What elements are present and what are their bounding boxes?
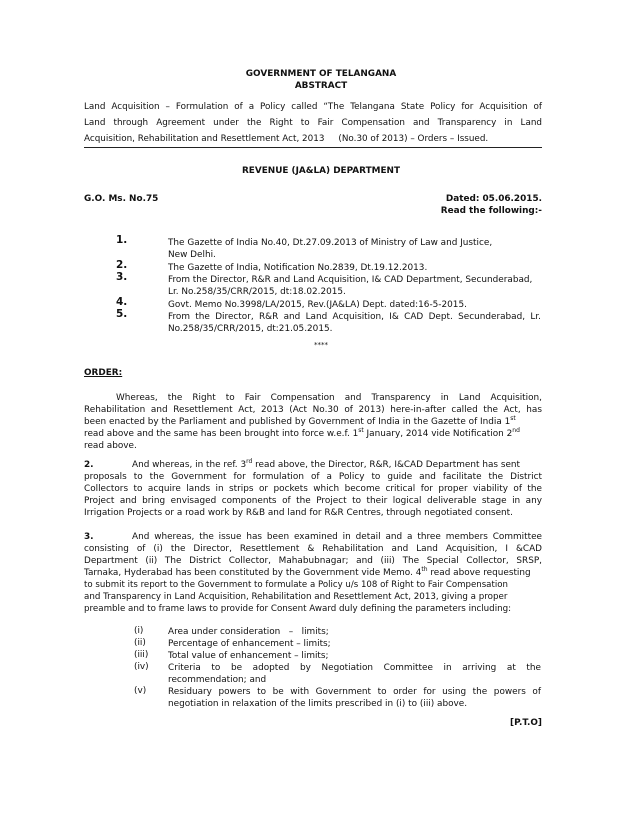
reference-text: From the Director, R&R and Land Acquisition, I& CAD Dept. Secunderabad, Lr. xyxy=(168,312,541,322)
reference-number: 3. xyxy=(116,271,128,283)
parameter-number: (v) xyxy=(134,686,147,696)
read-following: Read the following:- xyxy=(440,206,542,216)
parameter-number: (iii) xyxy=(134,650,149,660)
para2-line: proposals to the Government for formulation of a Policy to guide and facilitate the District xyxy=(84,472,542,482)
para3-line: to submit its report to the Government to formulate a Policy u/s 108 of Right to Fair Compensation xyxy=(84,580,508,590)
subject-line-1: Land Acquisition – Formulation of a Policy called “The Telangana State Policy for Acquisition of xyxy=(84,102,542,112)
parameter-text: Residuary powers to be with Government to order for using the powers of xyxy=(168,687,541,697)
department-heading: REVENUE (JA&LA) DEPARTMENT xyxy=(241,166,401,176)
para3-line: preamble and to frame laws to provide for Consent Award duly defining the parameters including: xyxy=(84,604,512,614)
para3-line: consisting of (i) the Director, Resettlement & Rehabilitation and Land Acquisition, I &CAD xyxy=(84,544,542,554)
parameter-text: Total value of enhancement – limits; xyxy=(168,651,329,661)
reference-text: Govt. Memo No.3998/LA/2015, Rev.(JA&LA) Dept. dated:16-5-2015. xyxy=(168,300,467,310)
reference-text: The Gazette of India No.40, Dt.27.09.2013 of Ministry of Law and Justice, xyxy=(168,238,493,248)
parameter-text: recommendation; and xyxy=(168,675,267,685)
reference-number: 5. xyxy=(116,308,128,320)
parameter-text: Percentage of enhancement – limits; xyxy=(168,639,331,649)
para3-line: Department (ii) The District Collector, Mahabubnagar; and (iii) The Special Collector, SRSP, xyxy=(84,556,542,566)
para3-line: And whereas, the issue has been examined in detail and a three members Committee xyxy=(132,532,542,542)
para1-line: been enacted by the Parliament and published by Government of India in the Gazette of India 1st xyxy=(84,415,516,427)
reference-number: 2. xyxy=(116,259,128,271)
para3-line: Tarnaka, Hyderabad has been constituted by the Government vide Memo. 4th read above requesting xyxy=(84,566,531,578)
go-number: G.O. Ms. No.75 xyxy=(84,194,159,204)
para2-line: Collectors to acquire lands in strips or pockets which become critical for proper viability of the xyxy=(84,484,542,494)
para2-line: Irrigation Projects or a road work by R&B and land for R&R Centres, through negotiated consent. xyxy=(84,508,513,518)
government-heading: GOVERNMENT OF TELANGANA xyxy=(245,69,397,79)
parameter-number: (iv) xyxy=(134,662,149,672)
para1-line: read above. xyxy=(84,441,137,451)
para3-number: 3. xyxy=(84,532,94,542)
subject-divider xyxy=(84,147,542,148)
parameter-number: (i) xyxy=(134,626,144,636)
parameter-text: negotiation in relaxation of the limits prescribed in (i) to (iii) above. xyxy=(168,699,468,709)
reference-text: New Delhi. xyxy=(168,250,216,260)
para1-line: Rehabilitation and Resettlement Act, 2013 (Act No.30 of 2013) here-in-after called the Act, has xyxy=(84,405,542,415)
reference-number: 1. xyxy=(116,234,128,246)
para2-line: And whereas, in the ref. 3rd read above, the Director, R&R, I&CAD Department has sent xyxy=(132,458,521,470)
subject-line-2: Land through Agreement under the Right to Fair Compensation and Transparency in Land xyxy=(84,118,542,128)
para1-line: Whereas, the Right to Fair Compensation and Transparency in Land Acquisition, xyxy=(116,393,542,403)
parameter-number: (ii) xyxy=(134,638,146,648)
parameter-text: Area under consideration – limits; xyxy=(168,627,329,637)
reference-text: From the Director, R&R and Land Acquisition, I& CAD Department, Secunderabad, xyxy=(168,275,533,285)
reference-text: Lr. No.258/35/CRR/2015, dt:18.02.2015. xyxy=(168,287,346,297)
abstract-heading: ABSTRACT xyxy=(294,81,348,91)
subject-line-3: Acquisition, Rehabilitation and Resettlement Act, 2013 (No.30 of 2013) – Orders – Issued. xyxy=(84,134,489,144)
parameter-text: Criteria to be adopted by Negotiation Committee in arriving at the xyxy=(168,663,541,673)
reference-text: No.258/35/CRR/2015, dt:21.05.2015. xyxy=(168,324,333,334)
reference-text: The Gazette of India, Notification No.2839, Dt.19.12.2013. xyxy=(168,263,428,273)
separator-stars: **** xyxy=(314,341,328,349)
para2-number: 2. xyxy=(84,460,94,470)
pto-marker: [P.T.O] xyxy=(510,718,542,728)
para1-line: read above and the same has been brought into force w.e.f. 1st January, 2014 vide Notification 2nd xyxy=(84,427,520,439)
order-heading: ORDER: xyxy=(84,368,123,378)
go-date: Dated: 05.06.2015. xyxy=(445,194,542,204)
para3-line: and Transparency in Land Acquisition, Rehabilitation and Resettlement Act, 2013, giving a proper xyxy=(84,592,508,602)
reference-number: 4. xyxy=(116,296,128,308)
para2-line: Project and bring envisaged components of the Project to their logical deliverable stage in any xyxy=(84,496,542,506)
